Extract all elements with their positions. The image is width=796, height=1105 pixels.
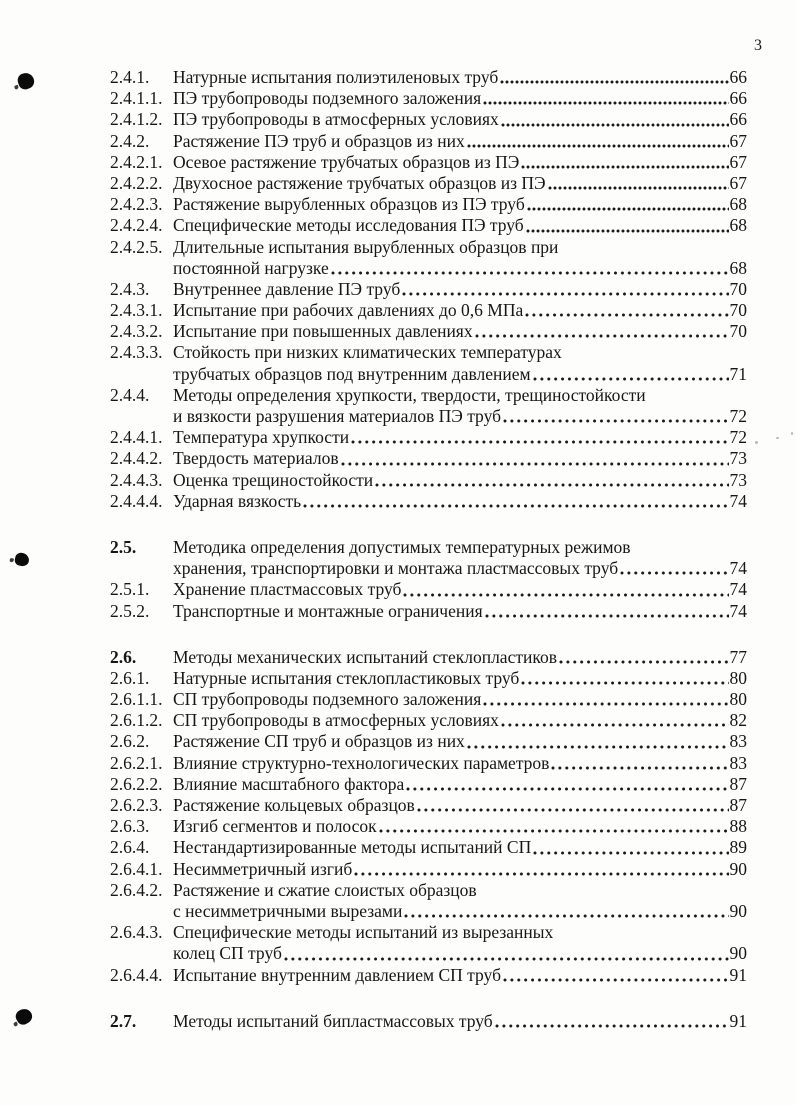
toc-entry-continuation xyxy=(110,558,747,579)
toc-entry-page: 87 xyxy=(729,773,747,794)
toc-entry-title: СП трубопроводы в атмосферных условиях xyxy=(173,710,499,731)
toc-entry xyxy=(110,753,747,774)
toc-entry-title: Внутреннее давление ПЭ труб xyxy=(173,278,401,299)
toc-entry-title: Натурные испытания полиэтиленовых труб xyxy=(173,67,499,87)
toc-entry-page: 68 xyxy=(729,215,747,236)
toc-entry-number: 2.4.4.4. xyxy=(110,490,163,511)
toc-entry-title: Осевое растяжение трубчатых образцов из ПЭ xyxy=(173,151,520,172)
toc-entry xyxy=(110,965,747,986)
toc-entry-page: 90 xyxy=(729,943,747,964)
dot-leader-icon xyxy=(341,461,729,467)
toc-entry-continuation xyxy=(110,943,747,964)
toc-entry-title: постоянной нагрузке xyxy=(173,257,329,278)
dot-leader-icon xyxy=(467,744,729,750)
toc-entry-page: 72 xyxy=(729,427,747,448)
toc-entry xyxy=(110,279,747,300)
toc-entry-title: Испытание при повышенных давлениях xyxy=(173,321,473,342)
toc-entry xyxy=(110,922,747,943)
dot-leader-icon xyxy=(500,79,728,85)
toc-entry-number: 2.4.2.1. xyxy=(110,151,163,172)
dot-leader-icon xyxy=(551,765,728,771)
toc-entry xyxy=(110,816,747,837)
toc-entry-title: Влияние масштабного фактора xyxy=(173,773,405,794)
dot-leader-icon xyxy=(533,850,728,856)
toc-entry-page: 72 xyxy=(729,406,747,426)
dot-leader-icon xyxy=(521,680,728,686)
toc-entry-title: Хранение пластмассовых труб xyxy=(173,579,402,600)
toc-entry-number: 2.7. xyxy=(110,1010,137,1031)
toc-entry-page: 74 xyxy=(729,558,747,579)
toc-entry-page: 73 xyxy=(729,448,747,469)
toc-entry-title: СП трубопроводы подземного заложения xyxy=(173,689,482,710)
toc-entry-number: 2.5. xyxy=(110,536,137,557)
dot-leader-icon xyxy=(501,122,729,128)
toc-entry xyxy=(110,215,747,236)
toc-entry xyxy=(110,109,747,130)
toc-entry-title: Методы механических испытаний стеклопластиков xyxy=(173,646,557,667)
toc-entry-page: 67 xyxy=(729,172,747,193)
toc-entry-page: 88 xyxy=(729,816,747,837)
toc-entry-continuation xyxy=(110,258,747,279)
toc-entry-number: 2.6.4.2. xyxy=(110,879,163,900)
toc-entry-page: 68 xyxy=(729,194,747,215)
dot-leader-icon xyxy=(501,722,729,728)
toc-entry-title: с несимметричными вырезами xyxy=(173,900,403,921)
toc-entry-number: 2.4.4.1. xyxy=(110,427,163,448)
toc-entry xyxy=(110,88,747,109)
toc-entry-title: Температура хрупкости xyxy=(173,427,350,448)
toc-entry-page: 80 xyxy=(729,689,747,710)
toc-entry-page: 70 xyxy=(729,321,747,342)
toc-entry xyxy=(110,537,747,558)
toc-entry-page: 67 xyxy=(729,151,747,172)
toc-entry-number: 2.4.4. xyxy=(110,384,150,405)
toc-entry-title: Методы определения хрупкости, твердости, трещиностойкости xyxy=(173,384,646,405)
toc-entry-title: Специфические методы исследования ПЭ труб xyxy=(173,215,524,236)
toc-entry-number: 2.6.2.3. xyxy=(110,795,163,815)
toc-entry-title: Натурные испытания стеклопластиковых труб xyxy=(173,667,520,688)
toc-entry xyxy=(110,152,747,173)
toc-entry-title: Транспортные и монтажные ограничения xyxy=(173,600,483,621)
dot-leader-icon xyxy=(526,228,729,234)
toc-entry-page: 91 xyxy=(729,1010,747,1031)
dot-leader-icon xyxy=(485,613,729,619)
speck-icon xyxy=(755,441,758,444)
toc-entry-title: Растяжение и сжатие слоистых образцов xyxy=(173,879,477,900)
dot-leader-icon xyxy=(527,206,729,212)
toc-entry-number: 2.5.2. xyxy=(110,600,150,621)
toc-entry-number: 2.6.2.1. xyxy=(110,752,163,773)
toc-entry-page: 67 xyxy=(729,130,747,151)
toc-entry xyxy=(110,837,747,858)
toc-entry-page: 68 xyxy=(729,257,747,278)
dot-leader-icon xyxy=(404,913,728,919)
toc-entry-number: 2.6.2. xyxy=(110,731,150,752)
dot-leader-icon xyxy=(379,828,729,834)
ink-blob-icon xyxy=(14,552,30,567)
dot-leader-icon xyxy=(417,807,729,813)
ink-blob-icon xyxy=(13,1006,34,1027)
toc-entry xyxy=(110,300,747,321)
toc-entry-page: 87 xyxy=(729,795,747,815)
toc-entry xyxy=(110,67,747,88)
toc-entry-page: 90 xyxy=(729,858,747,879)
toc-entry-page: 89 xyxy=(729,837,747,858)
toc-entry-number: 2.4.3.2. xyxy=(110,321,163,342)
dot-leader-icon xyxy=(525,312,728,318)
toc-entry-page: 66 xyxy=(729,88,747,109)
toc-entry-page: 83 xyxy=(729,731,747,752)
dot-leader-icon xyxy=(475,333,729,339)
toc-entry-title: Нестандартизированные методы испытаний СП xyxy=(173,837,532,858)
toc-entry-page: 74 xyxy=(729,579,747,600)
toc-entry xyxy=(110,880,747,901)
toc-entry-number: 2.4.1. xyxy=(110,67,150,87)
dot-leader-icon xyxy=(331,270,729,276)
toc-entry xyxy=(110,774,747,795)
toc-entry-title: Растяжение ПЭ труб и образцов из них xyxy=(173,130,465,151)
toc-entry-title: Растяжение вырубленных образцов из ПЭ труб xyxy=(173,194,525,215)
toc-entry-title: трубчатых образцов под внутренним давлением xyxy=(173,363,531,384)
toc-entry-continuation xyxy=(110,406,747,427)
toc-entry xyxy=(110,491,747,512)
dot-leader-icon xyxy=(303,503,728,509)
toc-entry-page: 74 xyxy=(729,490,747,511)
toc-entry-number: 2.6.4.3. xyxy=(110,922,163,943)
toc-entry-number: 2.4.3.1. xyxy=(110,300,163,321)
dot-leader-icon xyxy=(467,143,729,149)
dot-leader-icon xyxy=(495,1023,729,1029)
toc-entry-number: 2.6.4.1. xyxy=(110,858,163,879)
toc-entry-number: 2.4.2.3. xyxy=(110,194,163,215)
toc-entry-title: Влияние структурно-технологических параметров xyxy=(173,752,550,773)
toc-entry-page: 73 xyxy=(729,469,747,490)
toc-entry-title: ПЭ трубопроводы подземного заложения xyxy=(173,88,482,109)
toc-entry-page: 83 xyxy=(729,752,747,773)
toc-entry-number: 2.6.2.2. xyxy=(110,773,163,794)
toc-entry xyxy=(110,795,747,816)
table-of-contents xyxy=(110,67,747,1032)
toc-entry-page: 80 xyxy=(729,667,747,688)
toc-entry xyxy=(110,1011,747,1032)
speck-icon xyxy=(791,432,793,435)
toc-entry-number: 2.6.3. xyxy=(110,816,150,837)
toc-entry-title: Методика определения допустимых температурных режимов xyxy=(173,536,631,557)
toc-entry-continuation xyxy=(110,364,747,385)
toc-entry-number: 2.4.2.5. xyxy=(110,236,163,257)
toc-entry-title: Стойкость при низких климатических температурах xyxy=(173,342,562,363)
toc-entry-page: 66 xyxy=(729,67,747,87)
page-number: 3 xyxy=(754,37,762,54)
toc-entry xyxy=(110,668,747,689)
toc-entry-number: 2.4.1.2. xyxy=(110,109,163,130)
toc-entry xyxy=(110,448,747,469)
toc-entry xyxy=(110,859,747,880)
toc-entry-title: колец СП труб xyxy=(173,943,282,964)
toc-entry-number: 2.4.2. xyxy=(110,130,150,151)
toc-entry-number: 2.6.4.4. xyxy=(110,964,163,985)
toc-entry xyxy=(110,194,747,215)
toc-entry-page: 71 xyxy=(729,363,747,384)
toc-entry xyxy=(110,689,747,710)
toc-entry-title: Растяжение СП труб и образцов из них xyxy=(173,731,465,752)
toc-entry xyxy=(110,131,747,152)
toc-entry xyxy=(110,321,747,342)
toc-entry-number: 2.6. xyxy=(110,646,137,667)
toc-entry xyxy=(110,237,747,258)
toc-entry-title: Длительные испытания вырубленных образцов при xyxy=(173,236,559,257)
toc-entry xyxy=(110,427,747,448)
toc-entry-title: Двухосное растяжение трубчатых образцов из ПЭ xyxy=(173,172,546,193)
toc-entry-number: 2.5.1. xyxy=(110,579,150,600)
dot-leader-icon xyxy=(483,701,728,707)
toc-entry-number: 2.4.2.2. xyxy=(110,172,163,193)
toc-entry-number: 2.6.1.2. xyxy=(110,710,163,731)
dot-leader-icon xyxy=(483,100,728,106)
toc-entry xyxy=(110,342,747,363)
toc-entry-number: 2.6.1. xyxy=(110,667,150,688)
toc-entry xyxy=(110,710,747,731)
toc-entry xyxy=(110,173,747,194)
toc-entry-page: 91 xyxy=(729,964,747,985)
toc-entry-title: Оценка трещиностойкости xyxy=(173,469,374,490)
dot-leader-icon xyxy=(521,164,728,170)
dot-leader-icon xyxy=(406,786,728,792)
toc-entry-number: 2.4.2.4. xyxy=(110,215,163,236)
toc-entry-number: 2.4.3.3. xyxy=(110,342,163,363)
dot-leader-icon xyxy=(548,185,729,191)
dot-leader-icon xyxy=(503,977,729,983)
dot-leader-icon xyxy=(351,439,728,445)
dot-leader-icon xyxy=(354,871,728,877)
dot-leader-icon xyxy=(503,418,729,424)
toc-entry-number: 2.4.1.1. xyxy=(110,88,163,109)
toc-entry-title: Растяжение кольцевых образцов xyxy=(173,795,415,815)
toc-entry-page: 74 xyxy=(729,600,747,621)
toc-entry-page: 82 xyxy=(729,710,747,731)
toc-entry-page: 77 xyxy=(729,646,747,667)
toc-entry xyxy=(110,470,747,491)
dot-leader-icon xyxy=(284,956,729,962)
dot-leader-icon xyxy=(620,570,728,576)
toc-entry-title: Методы испытаний бипластмассовых труб xyxy=(173,1010,493,1031)
ink-blob-icon xyxy=(16,71,36,91)
dot-leader-icon xyxy=(403,592,728,598)
dot-leader-icon xyxy=(559,659,729,665)
toc-entry-number: 2.6.1.1. xyxy=(110,689,163,710)
toc-entry xyxy=(110,579,747,600)
toc-entry-page: 90 xyxy=(729,900,747,921)
toc-entry-page: 66 xyxy=(729,109,747,130)
toc-entry xyxy=(110,385,747,406)
toc-entry xyxy=(110,731,747,752)
dot-leader-icon xyxy=(533,376,729,382)
toc-entry-title: Испытание внутренним давлением СП труб xyxy=(173,964,501,985)
toc-entry-title: Твердость материалов xyxy=(173,448,339,469)
toc-entry-number: 2.4.4.3. xyxy=(110,469,163,490)
toc-entry xyxy=(110,601,747,622)
toc-entry-title: Изгиб сегментов и полосок xyxy=(173,816,377,837)
toc-entry-number: 2.4.3. xyxy=(110,278,150,299)
toc-entry-number: 2.6.4. xyxy=(110,837,150,858)
dot-leader-icon xyxy=(375,482,728,488)
toc-entry-title: Специфические методы испытаний из вырезанных xyxy=(173,922,554,943)
dot-leader-icon xyxy=(402,291,728,297)
toc-entry xyxy=(110,647,747,668)
toc-entry-title: ПЭ трубопроводы в атмосферных условиях xyxy=(173,109,499,130)
toc-entry-number: 2.4.4.2. xyxy=(110,448,163,469)
toc-entry-page: 70 xyxy=(729,278,747,299)
toc-entry-title: Несимметричный изгиб xyxy=(173,858,353,879)
toc-entry-title: хранения, транспортировки и монтажа пластмассовых труб xyxy=(173,558,619,579)
toc-entry-title: и вязкости разрушения материалов ПЭ труб xyxy=(173,406,501,426)
toc-entry-page: 70 xyxy=(729,300,747,321)
toc-entry-continuation xyxy=(110,901,747,922)
toc-entry-title: Испытание при рабочих давлениях до 0,6 МПа xyxy=(173,300,524,321)
toc-entry-title: Ударная вязкость xyxy=(173,490,302,511)
speck-icon xyxy=(776,437,779,439)
